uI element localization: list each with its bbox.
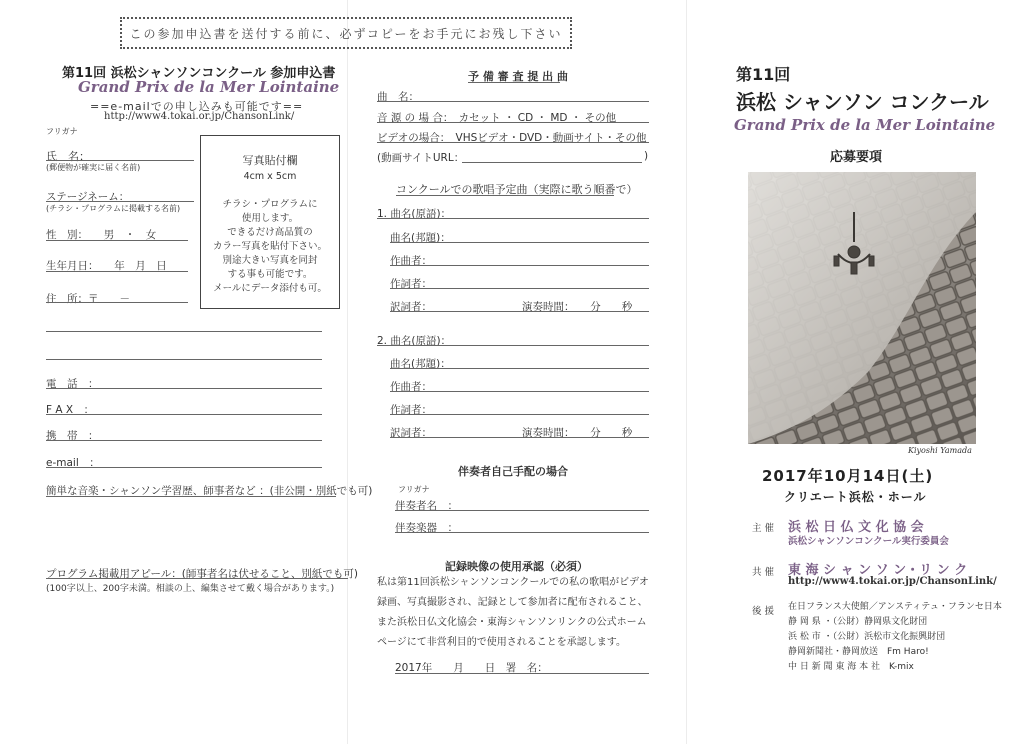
- song1-original-field[interactable]: [377, 218, 649, 219]
- song1-translator-label: 訳詞者：: [390, 301, 432, 313]
- song1-lyricist-label: 作詞者：: [390, 278, 432, 290]
- photo-box-title: 写真貼付欄: [242, 154, 298, 167]
- signature-label: 2017年 月 日 署 名：: [395, 662, 548, 674]
- supporter-item: 浜 松 市 ・（公財）浜松市文化振興財団: [788, 632, 946, 642]
- video-source-line: [377, 142, 649, 143]
- song2-composer-label: 作曲者：: [390, 381, 432, 393]
- host-name: 浜 松 日 仏 文 化 協 会: [788, 520, 924, 535]
- mobile-label: 携 帯 ：: [46, 430, 99, 442]
- accompanist-name-label: 伴奏者名 ：: [395, 500, 458, 512]
- supporter-item: 在日フランス大使館／アンスティテュ・フランセ日本: [788, 602, 1002, 612]
- appeal-label: プログラム掲載用アピール：(師事者名は伏せること、別紙でも可): [46, 568, 358, 580]
- gender-label[interactable]: 性 別： 男 ・ 女: [46, 229, 157, 241]
- song1-composer-field[interactable]: [390, 265, 649, 266]
- name-note: (郵便物が確実に届く名前): [46, 163, 141, 172]
- photo-box-line: メールにデータ添付も可。: [213, 283, 327, 294]
- name-label: 氏 名：: [46, 150, 90, 163]
- stage-name-label: ステージネーム：: [46, 191, 130, 203]
- song2-original-field[interactable]: [377, 345, 649, 346]
- history-line[interactable]: [46, 496, 336, 497]
- song2-composer-field[interactable]: [390, 391, 649, 392]
- photo-box-line: できるだけ高品質の: [227, 227, 313, 238]
- email-note: ==e-mailでの申し込みも可能です==: [90, 100, 304, 113]
- address-line-2[interactable]: [46, 331, 322, 332]
- audio-source-label[interactable]: 音 源 の 場 合： カセット ・ CD ・ MD ・ その他: [377, 112, 617, 124]
- event-venue: クリエート浜松・ホール: [784, 490, 927, 504]
- song1-time-label: 演奏時間： 分 秒: [522, 301, 633, 313]
- accompanist-name-field[interactable]: [395, 510, 649, 511]
- form-url[interactable]: http://www4.tokai.or.jp/ChansonLink/: [104, 111, 295, 122]
- song1-original-label: 1. 曲名(原語)：: [377, 208, 452, 220]
- stage-name-note: (チラシ・プログラムに掲載する名前): [46, 204, 181, 213]
- song2-lyricist-label: 作詞者：: [390, 404, 432, 416]
- prelim-song-field[interactable]: [377, 101, 649, 102]
- accompanist-furigana: フリガナ: [398, 485, 430, 494]
- supporter-list: [788, 600, 1002, 675]
- video-url-close: ): [644, 150, 649, 162]
- photo-credit: Kiyoshi Yamada: [908, 446, 972, 455]
- audio-source-line: [377, 122, 649, 123]
- support-label: 後 援: [752, 606, 775, 617]
- cover-edition: 第11回: [736, 65, 791, 84]
- accompanist-instrument-field[interactable]: [395, 532, 649, 533]
- address-line-1[interactable]: [46, 302, 188, 303]
- song1-translator-field[interactable]: [390, 311, 649, 312]
- fold-line-left: [347, 0, 348, 744]
- cohost-name: 東 海 シ ャ ン ソ ン・リ ン ク: [788, 563, 968, 578]
- accompanist-title: 伴奏者自己手配の場合: [458, 465, 568, 478]
- history-label: 簡単な音楽・シャンソン学習歴、師事者など ：(非公開・別紙でも可): [46, 485, 373, 497]
- video-url-field[interactable]: [462, 162, 642, 163]
- photo-box-line: カラー写真を貼付下さい。: [212, 241, 327, 252]
- puddle-reflection-image: [748, 172, 976, 444]
- accompanist-instrument-label: 伴奏楽器 ：: [395, 522, 458, 534]
- supporter-item: 中 日 新 聞 東 海 本 社 K-mix: [788, 662, 914, 672]
- fax-label: F A X ：: [46, 404, 95, 416]
- song2-translator-label: 訳詞者：: [390, 427, 432, 439]
- song1-composer-label: 作曲者：: [390, 255, 432, 267]
- furigana-label: フリガナ: [46, 127, 78, 136]
- prelim-title: 予 備 審 査 提 出 曲: [468, 70, 568, 83]
- cover-photo: [748, 172, 976, 444]
- form-gp-title: Grand Prix de la Mer Lointaine: [78, 78, 340, 96]
- host-label: 主 催: [752, 523, 775, 534]
- photo-box-line: 使用します。: [241, 213, 299, 224]
- song1-japanese-label: 曲名(邦題)：: [390, 232, 451, 244]
- stage-name-field[interactable]: [46, 201, 194, 202]
- song2-translator-field[interactable]: [390, 437, 649, 438]
- video-url-label: (動画サイトURL：: [377, 152, 465, 164]
- email-label: e-mail ：: [46, 457, 100, 469]
- fold-line-right: [686, 0, 687, 744]
- cover-title: 浜松 シャンソン コンクール: [736, 90, 989, 114]
- cohost-label: 共 催: [752, 567, 775, 578]
- fax-field[interactable]: [46, 414, 322, 415]
- song2-japanese-field[interactable]: [390, 368, 649, 369]
- name-field[interactable]: [46, 160, 194, 161]
- photo-paste-box[interactable]: [200, 135, 340, 309]
- prelim-title-underline: [468, 82, 560, 83]
- signature-field[interactable]: [395, 673, 649, 674]
- contest-title-underline: [396, 195, 614, 196]
- photo-box-line: チラシ・プログラムに: [222, 199, 318, 210]
- consent-text: 私は第11回浜松シャンソンコンクールでの私の歌唱がビデオ録画、写真撮影され、記録として参加者に配布されること、また浜松日仏文化協会・東海シャンソンリンクの公式ホームページにて非営利目的で使用されることを承認します。: [377, 577, 649, 648]
- contest-songs-title: コンクールでの歌唱予定曲（実際に歌う順番で）: [396, 183, 638, 196]
- photo-box-line: 別途大きい写真を同封: [222, 255, 318, 266]
- event-date: 2017年10月14日(土): [762, 467, 934, 485]
- appeal-line[interactable]: [46, 578, 348, 579]
- video-source-label[interactable]: ビデオの場合： VHSビデオ・DVD・動画サイト・その他: [377, 132, 647, 144]
- song2-original-label: 2. 曲名(原語)：: [377, 335, 452, 347]
- birthdate-field[interactable]: [46, 271, 188, 272]
- appeal-note: (100字以上、200字未満。相談の上、編集させて戴く場合があります。): [46, 584, 335, 594]
- tel-field[interactable]: [46, 388, 322, 389]
- gender-line: [46, 240, 188, 241]
- supporter-item: 静岡新聞社・静岡放送 Fm Haro!: [788, 647, 929, 657]
- email-field[interactable]: [46, 467, 322, 468]
- song2-time-label: 演奏時間： 分 秒: [522, 427, 633, 439]
- song2-lyricist-field[interactable]: [390, 414, 649, 415]
- photo-box-size: 4cm x 5cm: [243, 171, 297, 182]
- tel-label: 電 話 ：: [46, 378, 99, 390]
- prelim-song-label: 曲 名：: [377, 91, 419, 103]
- cover-gp-title: Grand Prix de la Mer Lointaine: [734, 116, 996, 134]
- birthdate-label: 生年月日： 年 月 日: [46, 260, 167, 272]
- consent-title: 記録映像の使用承認（必須）: [445, 560, 588, 573]
- photo-box-line: する事も可能です。: [227, 269, 313, 280]
- supporter-item: 静 岡 県 ・（公財）静岡県文化財団: [788, 617, 928, 627]
- song1-japanese-field[interactable]: [390, 242, 649, 243]
- host-sub: 浜松シャンソンコンクール実行委員会: [788, 536, 949, 547]
- copy-notice: この参加申込書を送付する前に、必ずコピーをお手元にお残し下さい: [120, 17, 572, 49]
- cohost-url[interactable]: http://www4.tokai.or.jp/ChansonLink/: [788, 576, 997, 587]
- song1-lyricist-field[interactable]: [390, 288, 649, 289]
- mobile-field[interactable]: [46, 440, 322, 441]
- address-line-3[interactable]: [46, 359, 322, 360]
- form-title: 第11回 浜松シャンソンコンクール 参加申込書: [62, 66, 336, 81]
- song2-japanese-label: 曲名(邦題)：: [390, 358, 451, 370]
- address-label: 住 所：〒 －: [46, 293, 130, 305]
- cover-subtitle: 応募要項: [830, 150, 883, 165]
